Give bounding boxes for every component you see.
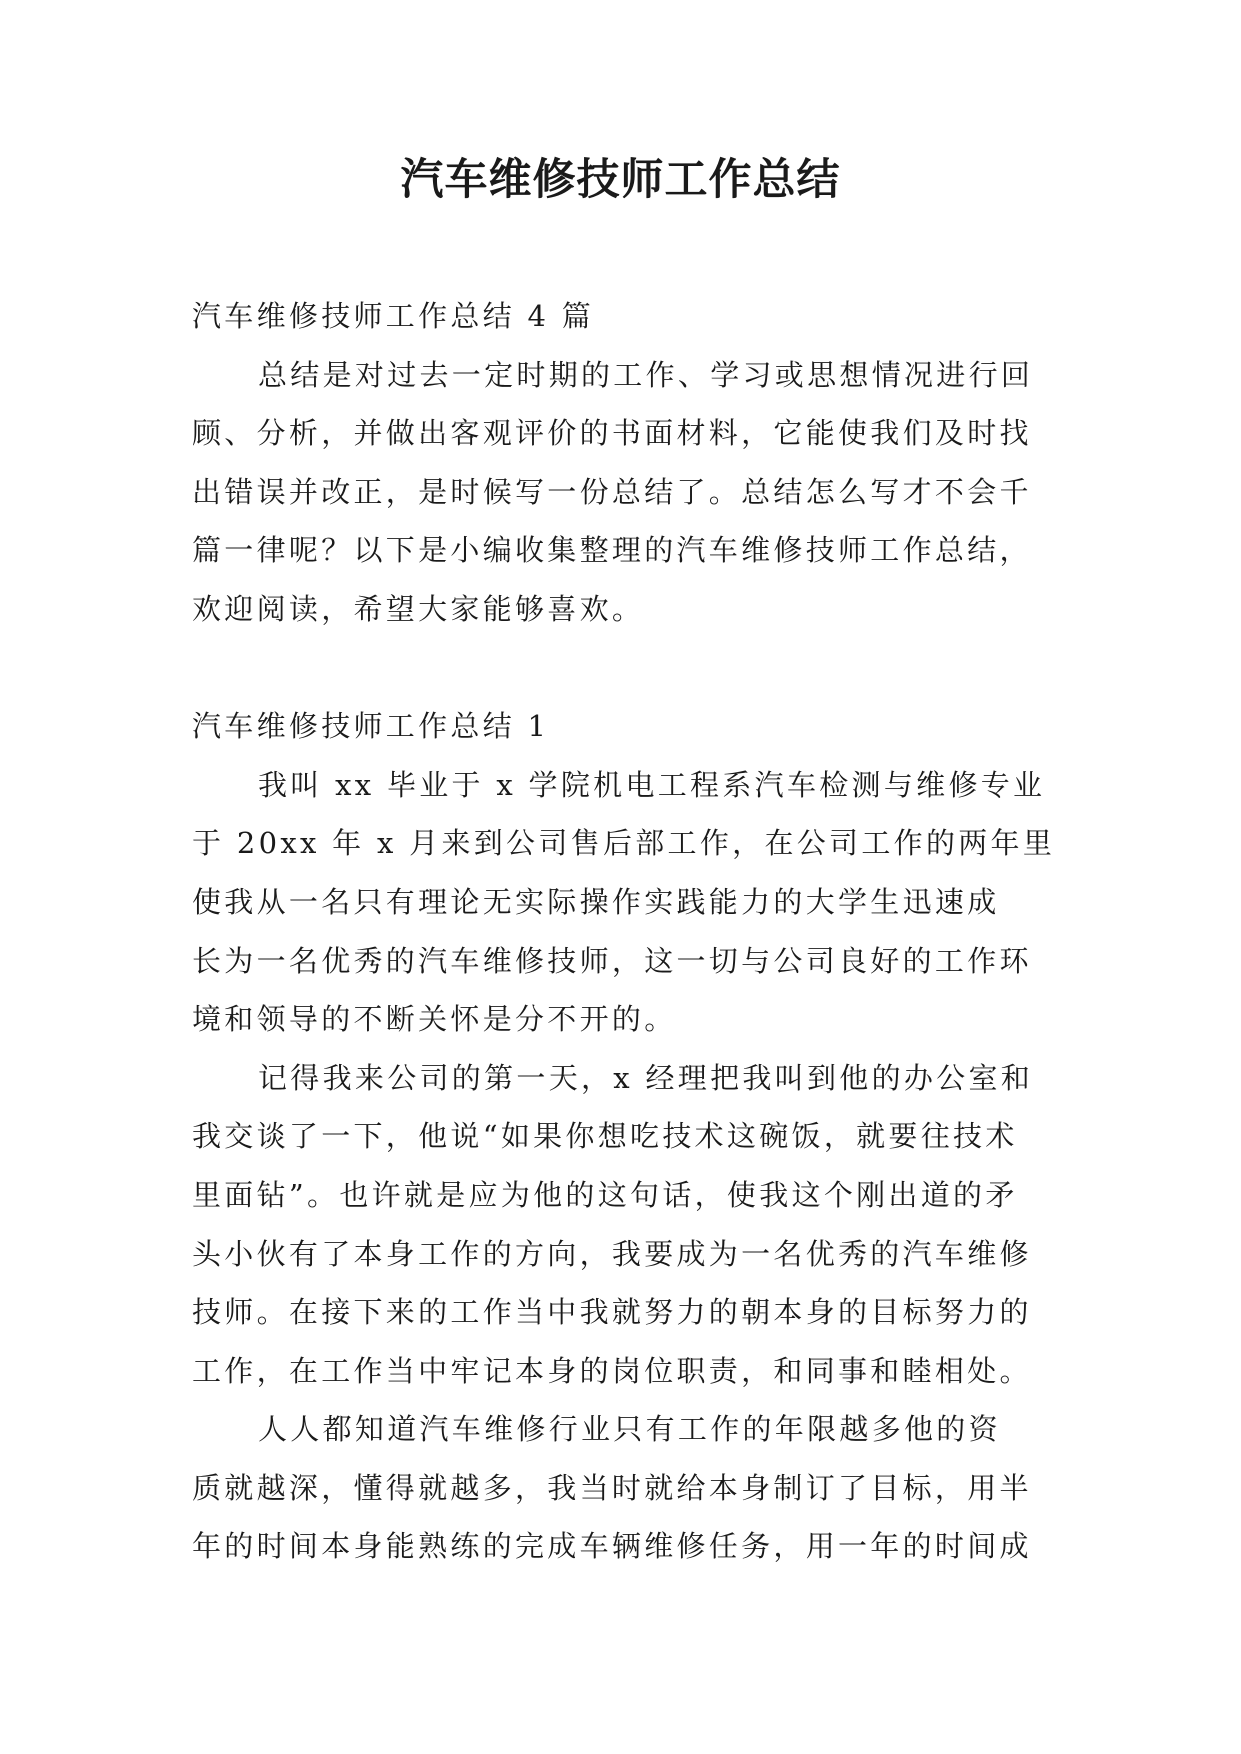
text-line: 长为一名优秀的汽车维修技师，这一切与公司良好的工作环: [192, 943, 1032, 978]
text-line: 使我从一名只有理论无实际操作实践能力的大学生迅速成: [192, 884, 1000, 919]
text-line: 境和领导的不断关怀是分不开的。: [192, 1002, 677, 1037]
text-line: 里面钻”。也许就是应为他的这句话，使我这个刚出道的矛: [192, 1177, 1018, 1212]
document-title: 汽车维修技师工作总结: [400, 155, 841, 205]
text-line: 年的时间本身能熟练的完成车辆维修任务，用一年的时间成: [192, 1529, 1032, 1564]
text-line: 工作，在工作当中牢记本身的岗位职责，和同事和睦相处。: [192, 1353, 1032, 1388]
paragraph-gap: [192, 639, 1062, 698]
text-line: 质就越深，懂得就越多，我当时就给本身制订了目标，用半: [192, 1470, 1032, 1505]
text-line: 人人都知道汽车维修行业只有工作的年限越多他的资: [258, 1412, 1001, 1447]
text-line: 我叫 xx 毕业于 x 学院机电工程系汽车检测与维修专业: [258, 767, 1046, 802]
text-line: 技师。在接下来的工作当中我就努力的朝本身的目标努力的: [192, 1295, 1032, 1330]
document-body: [192, 287, 1062, 1576]
text-line: 我交谈了一下，他说“如果你想吃技术这碗饭，就要往技术: [192, 1119, 1018, 1154]
text-line: 总结是对过去一定时期的工作、学习或思想情况进行回: [258, 357, 1034, 392]
text-line: 头小伙有了本身工作的方向，我要成为一名优秀的汽车维修: [192, 1236, 1032, 1271]
text-line: 于 20xx 年 x 月来到公司售后部工作，在公司工作的两年里: [192, 826, 1056, 861]
text-line: 汽车维修技师工作总结 1: [192, 709, 550, 744]
text-line: 汽车维修技师工作总结 4 篇: [192, 299, 595, 333]
text-line: 顾、分析，并做出客观评价的书面材料，它能使我们及时找: [192, 416, 1032, 451]
text-line: 欢迎阅读，希望大家能够喜欢。: [192, 591, 645, 626]
text-line: 记得我来公司的第一天，x 经理把我叫到他的办公室和: [258, 1060, 1034, 1095]
text-line: 篇一律呢？以下是小编收集整理的汽车维修技师工作总结，: [192, 533, 1032, 568]
text-line: 出错误并改正，是时候写一份总结了。总结怎么写才不会千: [192, 474, 1032, 509]
